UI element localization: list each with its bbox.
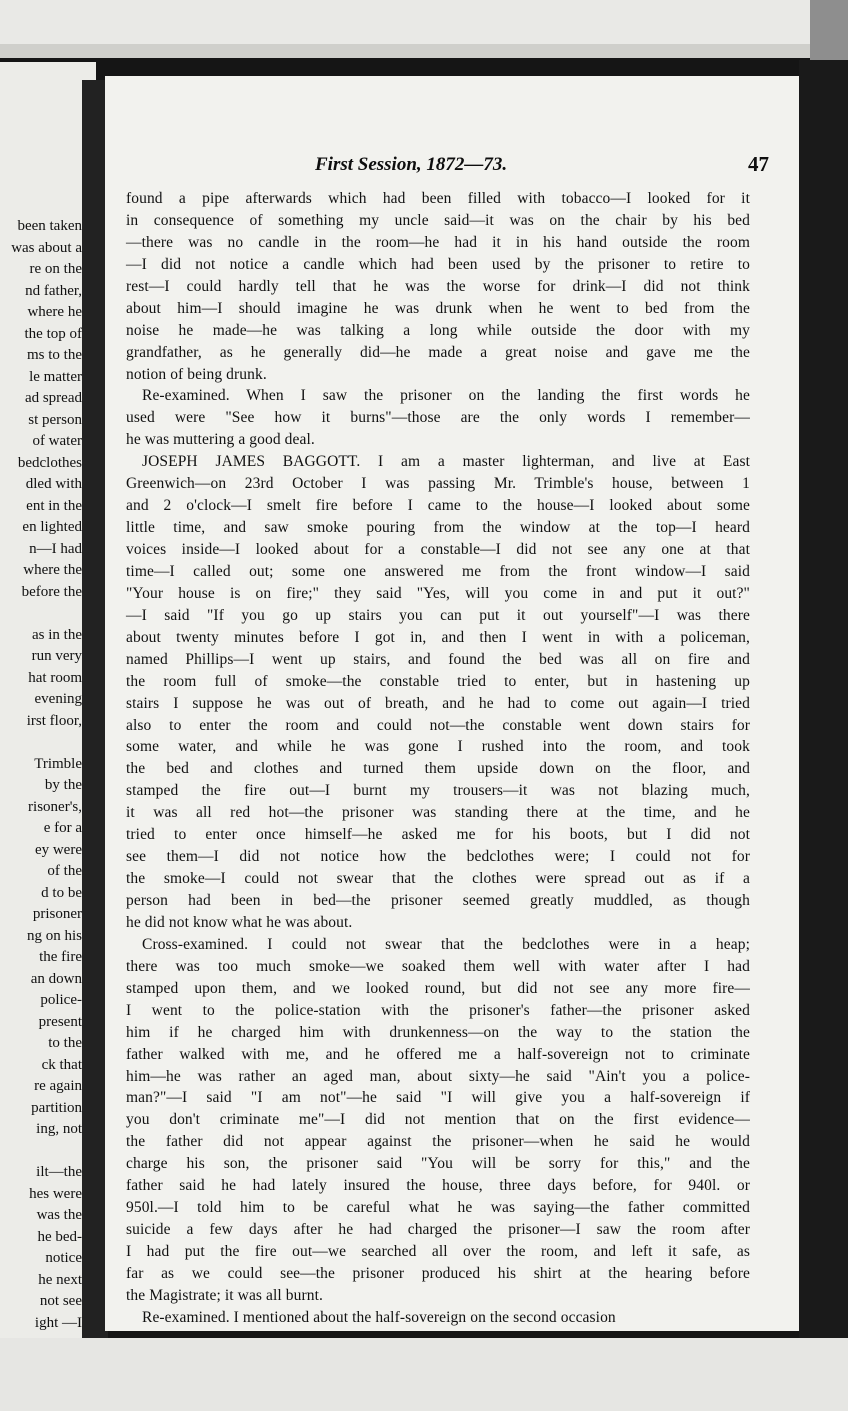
- text-line: grandfather, as he generally did—he made a great noise and gave me the: [126, 343, 750, 361]
- left-margin-line: dled with: [25, 476, 82, 492]
- text-line: father walked with me, and he offered me a half-sovereign not to criminate: [126, 1045, 750, 1063]
- text-line: see them—I did not notice how the bedclothes were; I could not for: [126, 848, 750, 866]
- left-margin-line: where he: [27, 304, 82, 320]
- left-margin-line: by the: [44, 777, 82, 793]
- text-line: about him—I should imagine he was drunk when he went to bed from the: [126, 299, 750, 317]
- left-margin-line: was the: [36, 1207, 82, 1223]
- left-margin-line: ad spread: [24, 390, 82, 406]
- left-margin-line: present: [38, 1013, 82, 1030]
- text-line: and 2 o'clock—I smelt fire before I came to the house—I looked about some: [126, 497, 750, 515]
- scan-background-top: [0, 0, 848, 58]
- right-page: [105, 76, 799, 1331]
- text-line: charge his son, the prisoner said "You will be sorry for this," and the: [126, 1155, 750, 1173]
- text-line: noise he made—he was talking a long while outside the door with my: [126, 321, 750, 339]
- left-margin-line: irst floor,: [26, 712, 82, 729]
- text-line: there was too much smoke—we soaked them well with water after I had: [126, 957, 750, 975]
- left-margin-line: hes were: [29, 1185, 82, 1202]
- text-line: —I did not notice a candle which had been used by the prisoner to retire to: [126, 255, 750, 273]
- text-line: the smoke—I could not swear that the clothes were spread out as if a: [126, 870, 750, 888]
- text-line: used were "See how it burns"—those are the only words I remember—: [126, 409, 750, 427]
- text-line: you don't criminate me"—I did not mention that on the first evidence—: [126, 1111, 750, 1129]
- text-line: he did not know what he was about.: [126, 913, 353, 931]
- text-line: 950l.—I told him to be careful what he was saying—the father committed: [126, 1199, 750, 1217]
- left-margin-line: [11, 1141, 82, 1163]
- page-header: [105, 154, 799, 182]
- left-margin-line: d to be: [41, 884, 82, 901]
- text-line: Re-examined. I mentioned about the half-sovereign on the second occasion: [142, 1308, 616, 1326]
- text-line: stamped the fire out—I burnt my trousers—it was not blazing much,: [126, 782, 750, 800]
- left-margin-line: ey were: [34, 841, 82, 858]
- left-margin-line: en lighted: [22, 519, 82, 535]
- left-margin-line: partition: [31, 1099, 82, 1116]
- left-margin-line: before the: [21, 583, 82, 600]
- left-margin-line: ms to the: [27, 347, 82, 363]
- text-line: some water, and while he was gone I rushed into the room, and took: [126, 738, 750, 756]
- left-page-text: [11, 216, 82, 1334]
- scan-background-bottom: [0, 1338, 848, 1411]
- text-line: tried to enter once himself—he asked me for his boots, but I did not: [126, 826, 750, 844]
- text-line: suicide a few days after he had charged the prisoner—I saw the room after: [126, 1221, 750, 1239]
- text-line: about twenty minutes before I got in, and then I went in with a policeman,: [126, 628, 750, 646]
- left-margin-line: run very: [31, 648, 82, 664]
- left-margin-line: [11, 732, 82, 754]
- scan-right-edge: [799, 60, 848, 1340]
- text-line: JOSEPH JAMES BAGGOTT. I am a master lighterman, and live at East: [142, 453, 750, 471]
- text-line: the bed and clothes and turned them upside down on the floor, and: [126, 760, 750, 778]
- text-line: it was all red hot—the prisoner was standing there at the time, and he: [126, 804, 750, 822]
- text-line: voices inside—I looked about for a constable—I did not see any one at that: [126, 541, 750, 558]
- text-line: in consequence of something my uncle said—it was on the chair by his bed: [126, 211, 750, 229]
- left-margin-line: notice: [45, 1250, 82, 1266]
- left-margin-line: n—I had: [29, 540, 82, 557]
- text-line: I went to the police-station with the prisoner's father—the prisoner asked: [126, 1001, 750, 1019]
- left-margin-line: the fire: [39, 949, 82, 965]
- left-margin-line: st person: [28, 411, 82, 428]
- left-margin-line: hat room: [28, 669, 82, 686]
- scan-corner: [810, 0, 848, 60]
- left-margin-line: of the: [47, 863, 82, 879]
- left-margin-line: he next: [38, 1271, 82, 1288]
- text-line: time—I called out; some one answered me from the front window—I said: [126, 562, 750, 580]
- left-margin-line: police-: [40, 992, 82, 1008]
- text-line: rest—I could hardly tell that he was the worse for drink—I did not think: [126, 277, 750, 295]
- body-text: [126, 188, 750, 1329]
- left-margin-line: [11, 603, 82, 625]
- text-line: —I said "If you go up stairs you can put it out yourself"—I was there: [126, 606, 750, 624]
- text-line: him—he was rather an aged man, about sixty—he said "Ain't you a police-: [126, 1067, 750, 1085]
- text-line: notion of being drunk.: [126, 365, 267, 383]
- left-margin-line: le matter: [29, 368, 82, 385]
- text-line: named Phillips—I went up stairs, and found the bed was all on fire and: [126, 650, 750, 668]
- left-margin-line: re on the: [29, 261, 82, 277]
- text-line: "Your house is on fire;" they said "Yes, will you come in and put it out?": [126, 584, 750, 602]
- left-margin-line: an down: [30, 970, 82, 987]
- left-margin-line: ight —I: [34, 1314, 82, 1331]
- left-margin-line: ent in the: [26, 497, 82, 514]
- text-line: —there was no candle in the room—he had it in his hand outside the room: [126, 233, 750, 251]
- text-line: also to enter the room and could not—the constable went down stairs for: [126, 716, 750, 734]
- left-margin-line: re again: [34, 1078, 82, 1094]
- text-line: Greenwich—on 23rd October I was passing Mr. Trimble's house, between 1: [126, 475, 750, 493]
- text-line: the room full of smoke—the constable tried to enter, but in hastening up: [126, 672, 750, 690]
- text-line: him if he charged him with drunkenness—on the way to the station the: [126, 1023, 750, 1041]
- left-margin-line: not see: [39, 1293, 82, 1309]
- text-line: Re-examined. When I saw the prisoner on the landing the first words he: [142, 387, 750, 405]
- text-line: I had put the fire out—we searched all over the room, and left it safe, as: [126, 1243, 750, 1260]
- left-margin-line: ng on his: [26, 927, 82, 944]
- left-margin-line: to the: [48, 1035, 82, 1051]
- text-line: he was muttering a good deal.: [126, 431, 315, 449]
- left-margin-line: was about a: [11, 239, 82, 256]
- left-margin-line: of water: [32, 433, 82, 449]
- text-line: far as we could see—the prisoner produced his shirt at the hearing before: [126, 1264, 750, 1282]
- text-line: Cross-examined. I could not swear that the bedclothes were in a heap;: [142, 935, 750, 953]
- left-margin-line: where the: [23, 562, 82, 578]
- left-margin-line: e for a: [43, 820, 82, 836]
- text-line: stamped upon them, and we looked round, but did not see any more fire—: [126, 979, 750, 997]
- text-line: man?"—I said "I am not"—he said "I will give you a half-sovereign if: [126, 1089, 750, 1107]
- left-margin-line: been taken: [17, 218, 82, 234]
- text-line: person had been in bed—the prisoner seemed greatly muddled, as though: [126, 892, 750, 909]
- left-margin-line: ing, not: [36, 1121, 82, 1137]
- left-margin-line: prisoner: [32, 906, 82, 922]
- text-line: the father did not appear against the prisoner—when he said he would: [126, 1133, 750, 1151]
- text-line: little time, and saw smoke pouring from the window at the top—I heard: [126, 519, 750, 537]
- left-margin-line: he bed-: [37, 1228, 82, 1245]
- left-margin-line: risoner's,: [28, 798, 82, 815]
- text-line: the Magistrate; it was all burnt.: [126, 1286, 324, 1304]
- left-margin-line: Trimble: [34, 755, 82, 772]
- running-head: First Session, 1872—73.: [315, 154, 508, 175]
- left-margin-line: ilt—the: [36, 1164, 82, 1180]
- text-line: stairs I suppose he was out of breath, and he had to come out again—I tried: [126, 694, 750, 712]
- left-margin-line: nd father,: [25, 282, 82, 299]
- left-margin-line: bedclothes: [17, 454, 82, 471]
- left-margin-line: as in the: [32, 626, 82, 643]
- left-margin-line: evening: [34, 691, 82, 707]
- text-line: father said he had lately insured the house, three days before, for 940l. or: [126, 1177, 750, 1195]
- page-number: 47: [748, 152, 769, 176]
- left-margin-line: the top of: [24, 325, 82, 342]
- left-margin-line: ck that: [41, 1056, 82, 1073]
- text-line: found a pipe afterwards which had been filled with tobacco—I looked for it: [126, 190, 750, 207]
